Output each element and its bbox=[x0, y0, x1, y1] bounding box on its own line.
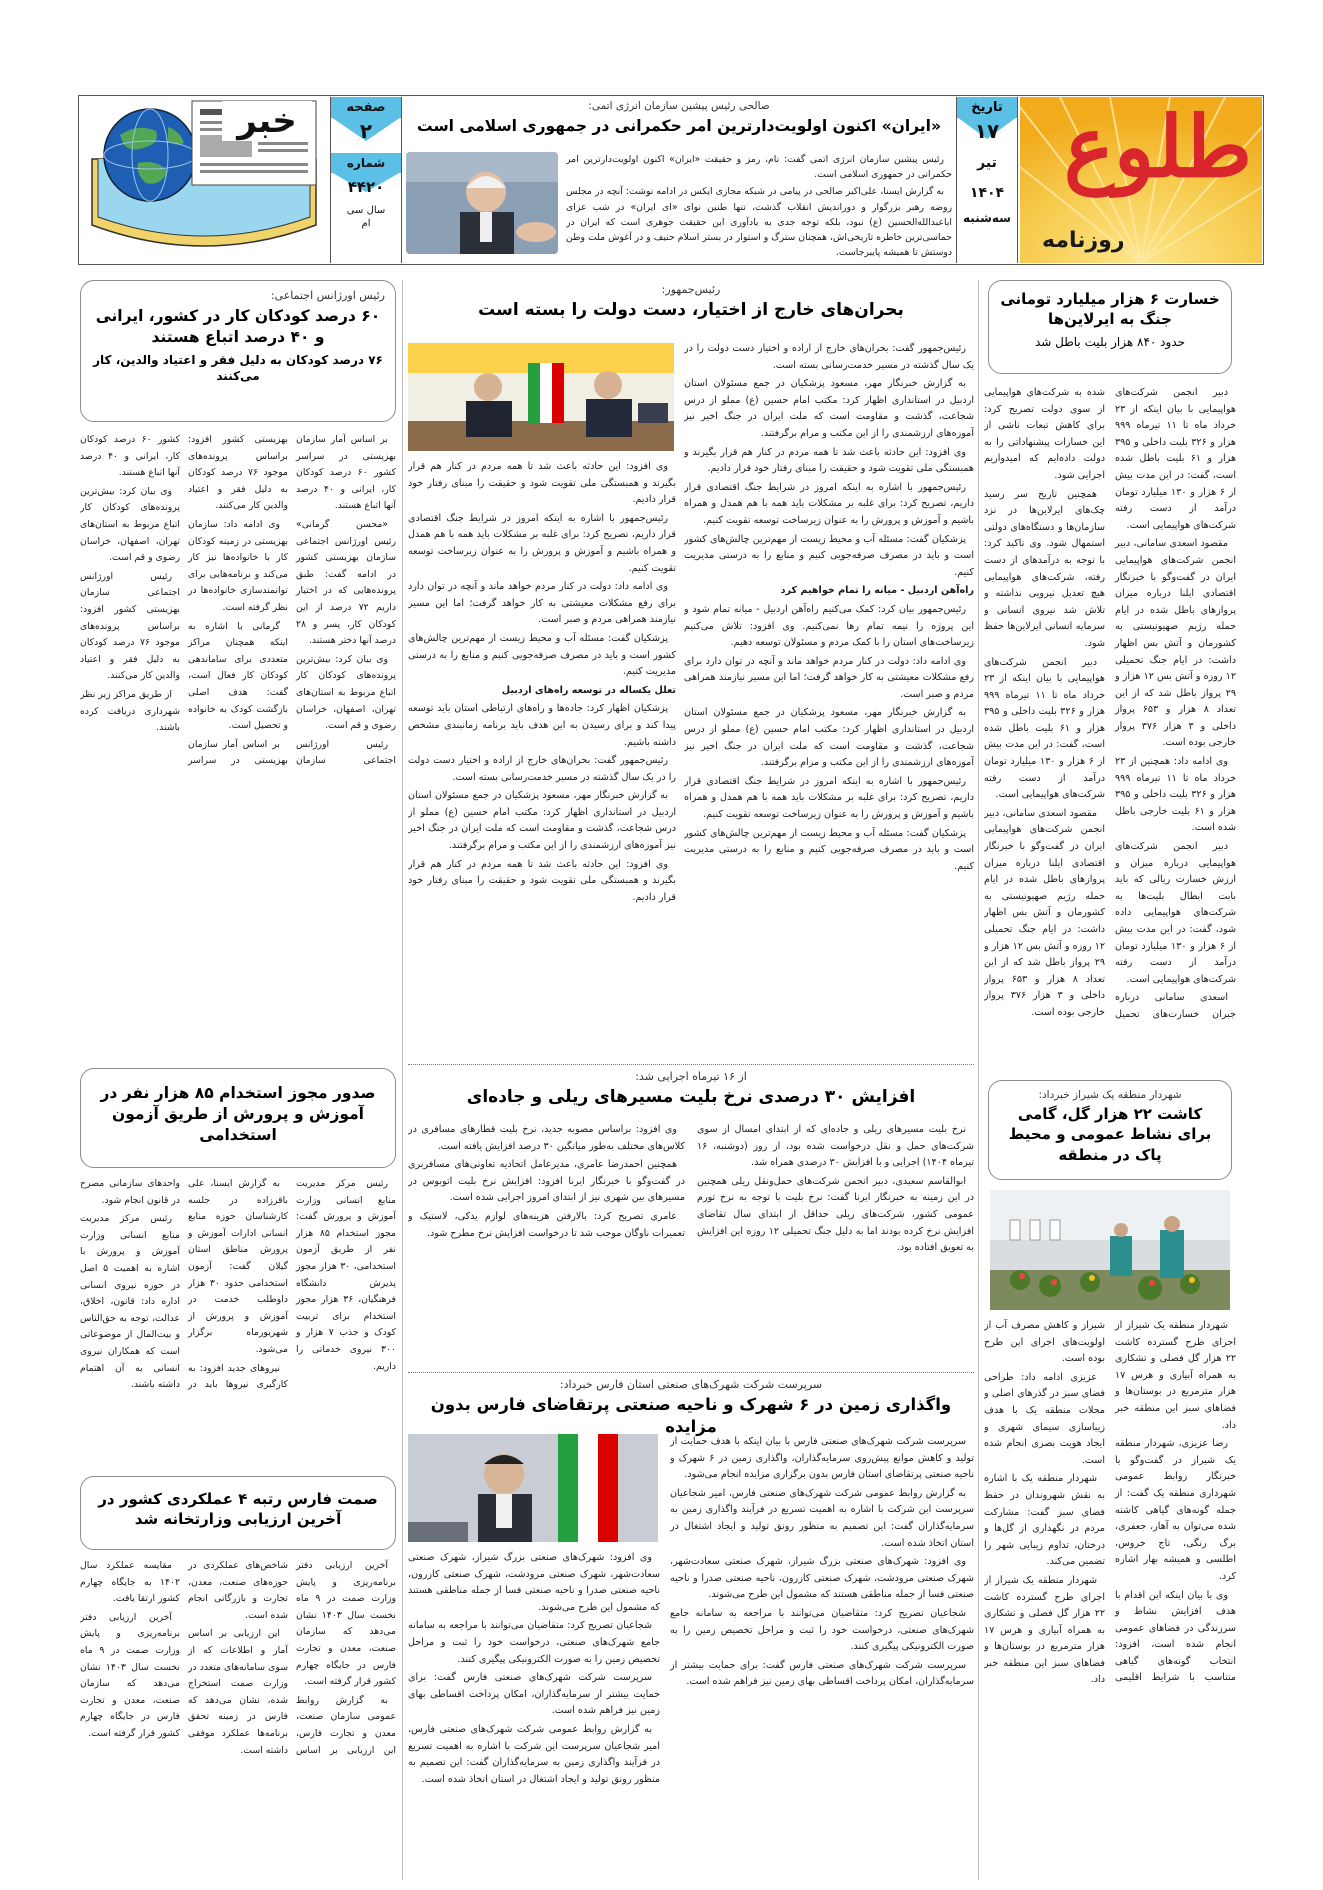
president-paragraph: وی ادامه داد: دولت در کنار مردم خواهد ماند و آنچه در توان دارد برای رفع مشکلات معیشتی به کار خواهد گرفت؛ اما این مسیر نیازمند همراهی مردم و صبر است. bbox=[684, 655, 974, 700]
date-label: تاریخ bbox=[957, 97, 1017, 118]
president-paragraph: پزشکیان گفت: مسئله آب و محیط زیست از مهم‌ترین چالش‌های کشور است و باید در مصرف صرفه‌جویی کنیم و منابع را به درستی مدیریت کنیم. bbox=[408, 632, 676, 678]
flowers-paragraph: شهردار منطقه یک شیراز از اجرای طرح گسترده کاشت ۲۲ هزار گل فصلی و تشکاری به همراه آبیاری و هرس ۱۷ هزار مترمربع در بوستان‌ها و فضاهای سبز این منطقه خبر داد. bbox=[984, 1574, 1105, 1686]
war-losses-paragraph: دبیر انجمن شرکت‌های هواپیمایی درباره میزان و ارزش خسارت ریالی که باید بابت ابطال بلیت‌ها به شرکت‌های هواپیمایی داده شود، گفت: در این مدت بیش از ۶ هزار و ۱۳۰ میلیارد تومان درآمد از دست رفته شرکت‌های هواپیمایی است. bbox=[1115, 841, 1236, 985]
top-story-kicker: صالحی رئیس پیشین سازمان انرژی اتمی: bbox=[588, 100, 770, 112]
flowers-kicker: شهردار منطقه یک شیراز خبرداد: bbox=[1038, 1089, 1182, 1101]
date-weekday: سه‌شنبه bbox=[963, 211, 1011, 225]
ticket-headline: افزایش ۳۰ درصدی نرخ بلیت مسیرهای ریلی و جاده‌ای bbox=[466, 1087, 916, 1107]
president-paragraph: پزشکیان اظهار کرد: جاده‌ها و راه‌های ارتباطی استان باید توسعه پیدا کند و برای رسیدن به این هدف باید برنامه زمانبندی مشخص داشته باشیم. bbox=[408, 703, 676, 748]
industrial-photo bbox=[408, 1434, 658, 1542]
ticket-body bbox=[408, 1122, 974, 1362]
child-labor-paragraph: رئیس اورژانس اجتماعی سازمان بهزیستی کشور افزود: براساس پرونده‌های موجود ۷۶ درصد کودکان به دلیل فقر و اعتیاد والدین کار می‌کنند. bbox=[188, 434, 396, 767]
industrial-paragraph: سرپرست شرکت شهرک‌های صنعتی فارس گفت: برای حمایت بیشتر از سرمایه‌گذاران، امکان پرداخت اقساطی بهای زمین نیز فراهم شده است. bbox=[408, 1672, 660, 1717]
president-paragraph: وی ادامه داد: دولت در کنار مردم خواهد ماند و آنچه در توان دارد برای رفع مشکلات معیشتی به کار خواهد گرفت؛ اما این مسیر نیازمند همراهی مردم و صبر است. bbox=[408, 581, 676, 626]
flowers-paragraph: شهردار منطقه یک شیراز از اجرای طرح گسترده کاشت ۲۲ هزار گل فصلی و تشکاری به همراه آبیاری و هرس ۱۷ هزار مترمربع در بوستان‌ها و فضاهای سبز این منطقه خبر داد. bbox=[1115, 1320, 1236, 1431]
president-photo bbox=[408, 343, 674, 451]
ticket-paragraph: ابوالقاسم سعیدی، دبیر انجمن شرکت‌های حمل‌ونقل ریلی همچنین در این زمینه به خبرنگار ایرنا گفت: نرخ بلیت با توجه به نرخ تورم عمومی کشور، شرکت‌های ریلی حداقل از ابتدای سال تقاضای افزایش نرخ کرده بودند اما به دلیل جنگ تحمیلی ۱۲ روزه این افزایش به تعویق افتاده بود. bbox=[697, 1175, 974, 1254]
ticket-paragraph: همچنین احمدرضا عامری، مدیرعامل اتحادیه تعاونی‌های مسافربری در گفت‌وگو با خبرنگار ایرنا افزود: افزایش نرخ بلیت اتوبوس در مسیرهای بین شهری نیز از ابتدای امروز اجرایی شده است. bbox=[408, 1159, 685, 1204]
president-paragraph: وی افزود: این حادثه باعث شد تا همه مردم در کنار هم قرار بگیرند و همبستگی ملی تقویت شود و حقیقت را مبنای رفتار خود قرار دادیم. bbox=[408, 461, 676, 506]
divider bbox=[408, 1064, 974, 1065]
flowers-photo bbox=[990, 1190, 1230, 1310]
page-issue-column bbox=[330, 97, 402, 263]
child-labor-paragraph: گرمانی با اشاره به اینکه همچنان مراکز متعددی برای ساماندهی کودکان کار فعال است، گفت: هدف اصلی بازگشت کودک به خانواده و تحصیل است. bbox=[188, 620, 288, 732]
president-paragraph: رئیس‌جمهور گفت: بحران‌های خارج از اراده و اختیار دست دولت را در یک سال گذشته در مسیر خدمت‌رسانی بسته است. bbox=[684, 343, 974, 371]
column-divider bbox=[402, 280, 403, 1880]
hiring-headline: صدور مجوز استخدام ۸۵ هزار نفر در آموزش و پرورش از طریق آزمون استخدامی bbox=[100, 1084, 376, 1144]
industrial-paragraph: وی افزود: شهرک‌های صنعتی بزرگ شیراز، شهرک صنعتی سعادت‌شهر، شهرک صنعتی مرودشت، شهرک صنعتی کازرون، ناحیه صنعتی صدرا و ناحیه صنعتی فسا از جمله مناطقی هستند که مشمول این طرح می‌شوند. bbox=[670, 1556, 974, 1601]
flowers-headline: کاشت ۲۲ هزار گل، گامی برای نشاط عمومی و محیط پاک در منطقه bbox=[1008, 1105, 1212, 1164]
industrial-story bbox=[408, 1378, 974, 1878]
child-labor-headline: ۶۰ درصد کودکان کار در کشور، ایرانی و ۴۰ درصد اتباع هستند bbox=[95, 307, 381, 346]
president-paragraph: رئیس‌جمهور بیان کرد: کمک می‌کنیم راه‌آهن اردبیل - میانه تمام شود و این پروژه را نیمه تمام رها نمی‌کنیم. وی افزود: تلاش می‌کنیم زیرساخت‌های استان را با کمک مردم و مسئولان توسعه دهیم. bbox=[684, 603, 974, 649]
war-losses-box bbox=[988, 280, 1232, 374]
war-losses-paragraph: دبیر انجمن شرکت‌های هواپیمایی با بیان اینکه از ۲۳ خرداد ماه تا ۱۱ تیرماه ۹۹۹ هزار و ۳۲۶ بلیت داخلی و ۳۹۵ هزار و ۶۱ بلیت باطل شده است، گفت: در این مدت بیش از ۶ هزار و ۱۳۰ میلیارد تومان درآمد از دست رفته شرکت‌های هواپیمایی است. bbox=[984, 656, 1106, 801]
flowers-box bbox=[988, 1080, 1232, 1180]
child-labor-kicker: رئیس اورژانس اجتماعی: bbox=[270, 289, 385, 302]
war-losses-paragraph: مقصود اسعدی سامانی، دبیر انجمن شرکت‌های هواپیمایی ایران در گفت‌وگو با خبرنگار اقتصادی ایلنا درباره میزان پروازهای باطل شده در ایام حمله رژیم صهیونیستی به کشورمان و آتش بس اظهار داشت: در ایام جنگ تحمیلی ۱۲ روزه و آتش بس ۱۲ هزار و ۲۹ پرواز باطل شد که از این تعداد ۸ هزار و ۶۵۳ پرواز داخلی و ۳ هزار ۳۷۶ پرواز خارجی بوده است. bbox=[1115, 538, 1236, 749]
war-losses-paragraph: اسعدی سامانی درباره جبران خسارت‌های تحمیل شده به شرکت‌های هواپیمایی از سوی دولت تصریح کرد: برای کاهش تبعات ناشی از این خسارات پیشنهاداتی را به دولت داده‌ایم که امیدواریم اجرایی شود. bbox=[984, 387, 1236, 1020]
top-story bbox=[406, 100, 952, 260]
president-subhead: تعلل یکساله در توسعه راه‌های اردبیل bbox=[501, 684, 676, 696]
child-labor-paragraph: «محسن گرمانی» رئیس اورژانس اجتماعی سازمان بهزیستی کشور در ادامه گفت: طبق پرونده‌هایی که در اختیار داریم ۷۲ درصد از این کودکان کار، پسر و ۲۸ درصد آنها دختر هستند. bbox=[296, 518, 396, 647]
samt-headline: صمت فارس رتبه ۴ عملکردی کشور در آخرین ارزیابی وزارتخانه شد bbox=[98, 1490, 378, 1529]
child-labor-paragraph: وی بیان کرد: بیش‌ترین پرونده‌های کودکان کار اتباع مربوط به استان‌های تهران، اصفهان، خراسان رضوی و قم است. bbox=[296, 653, 396, 732]
flowers-paragraph: رضا عزیزی، شهردار منطقه یک شیراز در گفت‌وگو با خبرنگار روابط عمومی شهرداری منطقه یک گفت: از جمله گونه‌های گیاهی کاشته شده می‌توان به آهار، جعفری، برگ رنگی، تاج خروس، اطلسی و همیشه بهار اشاره کرد. bbox=[1115, 1438, 1236, 1582]
war-losses-paragraph: وی ادامه داد: همچنین از ۲۳ خرداد ماه تا ۱۱ تیرماه ۹۹۹ هزار و ۳۲۶ بلیت داخلی و ۳۹۵ هزار و ۶۱ بلیت خارجی باطل شده است. bbox=[1115, 756, 1236, 834]
top-story-body bbox=[566, 152, 952, 258]
divider bbox=[408, 1372, 974, 1373]
industrial-paragraph: سرپرست شرکت شهرک‌های صنعتی فارس گفت: برای حمایت بیشتر از سرمایه‌گذاران، امکان پرداخت اقساطی بهای زمین نیز فراهم شده است. bbox=[670, 1659, 974, 1688]
president-paragraph: پزشکیان گفت: مسئله آب و محیط زیست از مهم‌ترین چالش‌های کشور است و باید در مصرف صرفه‌جویی کنیم و منابع را به درستی مدیریت کنیم. bbox=[684, 827, 974, 872]
logo-text: طلوع bbox=[1063, 97, 1252, 196]
section-title: خبر bbox=[222, 101, 312, 141]
ticket-paragraph: وی افزود: براساس مصوبه جدید، نرخ بلیت قطارهای مسافری در کلاس‌های مختلف به‌طور میانگین ۳۰ درصد افزایش یافته است. bbox=[408, 1124, 685, 1152]
war-losses-body bbox=[984, 385, 1236, 1095]
president-paragraph: به گزارش خبرنگار مهر، مسعود پزشکیان در جمع مسئولان استان اردبیل در استانداری اظهار کرد: مکتب امام حسین (ع) مملو از درس شجاعت، گذشت و مقاومت است که ملت ایران در جنگ اخیر نیز آموزه‌های ارزشمندی را از این مکتب و مرام برگرفتند. bbox=[684, 378, 974, 439]
president-headline: بحران‌های خارج از اختیار، دست دولت را بسته است bbox=[478, 300, 904, 320]
page-label: صفحه bbox=[331, 97, 401, 118]
samt-paragraph: به گزارش روابط عمومی سازمان صنعت، معدن و تجارت فارس، این ارزیابی بر اساس شاخص‌های عملکردی در حوزه‌های صنعت، معدن، تجارت و بازرگانی انجام شده است. bbox=[188, 1560, 396, 1756]
president-paragraph: رئیس‌جمهور گفت: بحران‌های خارج از اراده و اختیار دست دولت را در یک سال گذشته در مسیر خدمت‌رسانی بسته است. bbox=[408, 755, 676, 783]
war-losses-sub: حدود ۸۴۰ هزار بلیت باطل شد bbox=[1034, 334, 1186, 349]
ticket-paragraph: نرخ بلیت مسیرهای ریلی و جاده‌ای که از ابتدای امسال از سوی شرکت‌های حمل و نقل درخواست شده بود، از روز (دوشنبه، ۱۶ تیرماه ۱۴۰۴) اجرایی و با افزایش ۳۰ درصدی همراه شد. bbox=[697, 1124, 974, 1169]
child-labor-paragraph: از طریق مراکز زیر نظر شهرداری دریافت کرده باشند. bbox=[80, 688, 180, 734]
top-story-photo bbox=[406, 152, 558, 254]
industrial-headline: واگذاری زمین در ۶ شهرک و ناحیه صنعتی پرتقاضای فارس بدون مزایده bbox=[430, 1395, 952, 1437]
date-column bbox=[956, 97, 1018, 263]
logo-subtitle: روزنامه bbox=[1042, 228, 1125, 253]
war-losses-headline: خسارت ۶ هزار میلیارد تومانی جنگ به ایرلاین‌ها bbox=[1000, 290, 1220, 329]
top-story-paragraph: به گزارش ایسنا، علی‌اکبر صالحی در پیامی در شبکه مجازی ایکس در ادامه نوشت: آنچه در مجلس روضه رهبر بزرگوار و دوراندیش انقلاب گذشت، تنها طنین نوای «ای ایران» در شب عزای اباعبدالله‌الحسین (ع) نبود، بلکه توجه جدی به یادآوری این حقیقت جوهری است که ایران در حماسی‌ترین خاطره تاریخی‌اش، همچنان سترگ و استوار در بستر اسلام حنیف و در آغوش ملت وطن دوستش تا همیشه پایبرجاست. bbox=[566, 186, 952, 258]
war-losses-paragraph: دبیر انجمن شرکت‌های هواپیمایی با بیان اینکه از ۲۳ خرداد ماه تا ۱۱ تیرماه ۹۹۹ هزار و ۳۲۶ بلیت داخلی و ۳۹۵ هزار و ۶۱ بلیت باطل شده است، گفت: در این مدت بیش از ۶ هزار و ۱۳۰ میلیارد تومان درآمد از دست رفته شرکت‌های هواپیمایی است. bbox=[1115, 387, 1236, 531]
war-losses-paragraph: همچنین تاریخ سر رسید چک‌های ایرلاین‌ها در نزد سازمان‌ها و دستگاه‌های دولتی استمهال شود. وی تاکید کرد: با توجه به درآمدهای از دست رفته، شرکت‌های هواپیمایی هیچ تعدیل نیرویی نداشته و تلاش شد نیروی انسانی و سرمایه انسانی ایرلاین‌ها حفظ شود. bbox=[984, 488, 1105, 649]
president-subhead: راه‌آهن اردبیل - میانه را تمام خواهیم کرد bbox=[780, 585, 974, 597]
flowers-body bbox=[984, 1318, 1236, 1878]
flowers-paragraph: عزیزی ادامه داد: طراحی فضای سبز در گذرهای اصلی و محلات منطقه یک با هدف زیباسازی سیمای شهری و ایجاد هویت بصری انجام شده است. bbox=[984, 1371, 1105, 1466]
president-paragraph: رئیس‌جمهور با اشاره به اینکه امروز در شرایط جنگ اقتصادی قرار داریم، تصریح کرد: برای غلبه بر مشکلات باید همه با هم همدل و همراه باشیم و آموزش و پرورش را به عنوان زیرساخت توسعه تقویت کنیم. bbox=[684, 775, 974, 821]
child-labor-box bbox=[80, 280, 396, 422]
child-labor-sub: ۷۶ درصد کودکان به دلیل فقر و اعتیاد والدین، کار می‌کنند bbox=[93, 352, 383, 384]
president-paragraph: وی افزود: این حادثه باعث شد تا همه مردم در کنار هم قرار بگیرند و همبستگی ملی تقویت شود و حقیقت را مبنای رفتار خود قرار دادیم. bbox=[684, 446, 974, 475]
industrial-kicker: سرپرست شرکت شهرک‌های صنعتی استان فارس خبرداد: bbox=[559, 1378, 823, 1391]
hiring-paragraph: به گزارش ایسنا، علی باقرزاده در جلسه کارشناسان حوزه منابع انسانی ادارات آموزش و پرورش مناطق استان گیلان گفت: آزمون استخدامی حدود ۳۰ هزار داوطلب خدمت در آموزش و پرورش از شهریورماه برگزار می‌شود. bbox=[188, 1178, 288, 1355]
samt-paragraph: مقایسه عملکرد سال ۱۴۰۲ به جایگاه چهارم کشور ارتقا یافت. bbox=[80, 1560, 180, 1605]
industrial-body-right bbox=[670, 1434, 974, 1878]
child-labor-paragraph: رئیس اورژانس اجتماعی سازمان بهزیستی کشور افزود: براساس پرونده‌های موجود ۷۶ درصد کودکان به دلیل فقر و اعتیاد والدین کار می‌کنند. bbox=[80, 570, 180, 682]
industrial-paragraph: سرپرست شرکت شهرک‌های صنعتی فارس با بیان اینکه با هدف حمایت از تولید و کاهش موانع پیش‌روی سرمایه‌گذاران، واگذاری زمین در ۶ شهرک و ناحیه صنعتی پرتقاضای استان فارس بدون برگزاری مزایده انجام می‌شود. bbox=[670, 1436, 974, 1481]
date-year: ۱۴۰۴ bbox=[969, 185, 1005, 201]
date-month: تیر bbox=[977, 155, 997, 171]
hiring-box bbox=[80, 1068, 396, 1168]
child-labor-paragraph: وی ادامه داد: سازمان بهزیستی در زمینه کودکان کار با خانواده‌ها نیز کار می‌کند و برنامه‌هایی برای توانمندسازی خانواده‌ها در نظر گرفته است. bbox=[188, 518, 288, 613]
president-paragraph: به گزارش خبرنگار مهر، مسعود پزشکیان در جمع مسئولان استان اردبیل در استانداری اظهار کرد: مکتب امام حسین (ع) مملو از درس شجاعت، گذشت و مقاومت است که ملت ایران در جنگ اخیر نیز آموزه‌های ارزشمندی را از این مکتب و مرام برگرفتند. bbox=[684, 707, 974, 769]
hiring-paragraph: رئیس مرکز مدیریت منابع انسانی وزارت آموزش و پرورش با اشاره به اهمیت ۵ اصل در حوزه نیروی انسانی اداره داد: قانون، اخلاق، عدالت، توجه به حق‌الناس و بیت‌المال از موضوعاتی است که همکاران نیروی انسانی به آن اهتمام داشته باشند. bbox=[80, 1213, 180, 1391]
samt-paragraph: این ارزیابی بر اساس آمار و اطلاعات که از سوی سامانه‌های متعدد در وزارت صمت استخراج شده، نشان می‌دهد که فارس در زمینه تحقق برنامه‌ها عملکرد موفقی داشته است. bbox=[188, 1628, 288, 1756]
flowers-paragraph: شهردار منطقه یک با اشاره به نقش شهروندان در حفظ فضای سبز گفت: مشارکت مردم در نگهداری از گل‌ها و درختان، تداوم زیبایی شهر را تضمین می‌کند. bbox=[984, 1473, 1105, 1568]
samt-box bbox=[80, 1476, 396, 1550]
child-labor-paragraph: بر اساس آمار سازمان بهزیستی در سراسر کشور ۶۰ درصد کودکان کار، ایرانی و ۴۰ درصد آنها اتباع هستند. bbox=[80, 434, 288, 767]
logo-block bbox=[1020, 97, 1262, 263]
president-body-left bbox=[408, 459, 676, 1055]
issue-number: ۴۴۲۰ bbox=[347, 178, 385, 196]
child-labor-paragraph: بر اساس آمار سازمان بهزیستی در سراسر کشور ۶۰ درصد کودکان کار، ایرانی و ۴۰ درصد آنها اتباع هستند. bbox=[296, 434, 396, 512]
volume-label: سال سی ام bbox=[346, 205, 386, 229]
samt-body bbox=[80, 1558, 396, 1880]
industrial-paragraph: شجاعیان تصریح کرد: متقاضیان می‌توانند با مراجعه به سامانه جامع شهرک‌های صنعتی، درخواست خود را ثبت و مراحل تخصیص زمین را به صورت الکترونیکی پیگیری کنند. bbox=[408, 1620, 660, 1665]
president-paragraph: وی افزود: این حادثه باعث شد تا همه مردم در کنار هم قرار بگیرند و همبستگی ملی تقویت شود و حقیقت را مبنای رفتار خود قرار دادیم. bbox=[408, 858, 676, 903]
samt-paragraph: آخرین ارزیابی دفتر برنامه‌ریزی و پایش وزارت صمت در ۹ ماه نخست سال ۱۴۰۳ نشان می‌دهد که سازمان صنعت، معدن و تجارت فارس در جایگاه چهارم کشور قرار گرفته است. bbox=[80, 1611, 181, 1739]
samt-paragraph: آخرین ارزیابی دفتر برنامه‌ریزی و پایش وزارت صمت در ۹ ماه نخست سال ۱۴۰۳ نشان می‌دهد که سازمان صنعت، معدن و تجارت فارس در جایگاه چهارم کشور قرار گرفته است. bbox=[296, 1560, 396, 1688]
column-divider bbox=[978, 280, 979, 1880]
hiring-body bbox=[80, 1176, 396, 1468]
president-kicker: رئیس‌جمهور: bbox=[661, 283, 721, 296]
industrial-body-left bbox=[408, 1550, 660, 1878]
page-number: ۲ bbox=[359, 119, 373, 143]
section-badge bbox=[80, 97, 328, 263]
industrial-paragraph: شجاعیان تصریح کرد: متقاضیان می‌توانند با مراجعه به سامانه جامع شهرک‌های صنعتی، درخواست خود را ثبت و مراحل تخصیص زمین را به صورت الکترونیکی پیگیری کنند. bbox=[670, 1607, 974, 1653]
top-story-headline: «ایران» اکنون اولویت‌دارترین امر حکمرانی در جمهوری اسلامی است bbox=[417, 117, 941, 135]
child-labor-body bbox=[80, 432, 396, 1058]
president-story bbox=[408, 283, 974, 1053]
ticket-kicker: از ۱۶ تیرماه اجرایی شد: bbox=[635, 1070, 747, 1083]
president-paragraph: پزشکیان گفت: مسئله آب و محیط زیست از مهم‌ترین چالش‌های کشور است و باید در مصرف صرفه‌جویی کنیم و منابع را به درستی مدیریت کنیم. bbox=[684, 533, 974, 578]
industrial-paragraph: به گزارش روابط عمومی شرکت شهرک‌های صنعتی فارس، امیر شجاعیان سرپرست این شرکت با اشاره به اهمیت تسریع در فرآیند واگذاری زمین به سرمایه‌گذاران گفت: این تصمیم به منظور رونق تولید و ایجاد اشتغال در استان اتخاذ شده است. bbox=[670, 1487, 974, 1549]
ticket-paragraph: عامری تصریح کرد: بالارفتن هزینه‌های لوازم یدکی، لاستیک و تعمیرات ناوگان موجب شد تا درخواست افزایش نرخ مطرح شود. bbox=[408, 1210, 685, 1239]
child-labor-paragraph: وی بیان کرد: بیش‌ترین پرونده‌های کودکان کار اتباع مربوط به استان‌های تهران، اصفهان، خراسان رضوی و قم است. bbox=[80, 485, 180, 564]
issue-label: شماره bbox=[331, 153, 401, 173]
hiring-paragraph: نیروهای جدید افزود: به کارگیری نیروها باید در واحدهای سازمانی مصرح در قانون انجام شود. bbox=[80, 1178, 288, 1391]
president-body-right bbox=[684, 341, 974, 1055]
industrial-paragraph: وی افزود: شهرک‌های صنعتی بزرگ شیراز، شهرک صنعتی سعادت‌شهر، شهرک صنعتی مرودشت، شهرک صنعتی کازرون، ناحیه صنعتی صدرا و ناحیه صنعتی فسا از جمله مناطقی هستند که مشمول این طرح می‌شوند. bbox=[408, 1552, 660, 1613]
ticket-story bbox=[408, 1070, 974, 1370]
president-paragraph: رئیس‌جمهور با اشاره به اینکه امروز در شرایط جنگ اقتصادی قرار داریم، تصریح کرد: برای غلبه بر مشکلات باید همه با هم همدل و همراه باشیم و آموزش و پرورش را به عنوان زیرساخت توسعه تقویت کنیم. bbox=[408, 512, 676, 574]
president-paragraph: به گزارش خبرنگار مهر، مسعود پزشکیان در جمع مسئولان استان اردبیل در استانداری اظهار کرد: مکتب امام حسین (ع) مملو از درس شجاعت، گذشت و مقاومت است که ملت ایران در جنگ اخیر نیز آموزه‌های ارزشمندی را از این مکتب و مرام برگرفتند. bbox=[408, 790, 676, 852]
war-losses-paragraph: مقصود اسعدی سامانی، دبیر انجمن شرکت‌های هواپیمایی ایران در گفت‌وگو با خبرنگار اقتصادی ایلنا درباره میزان پروازهای باطل شده در ایام حمله رژیم صهیونیستی به کشورمان و آتش بس اظهار داشت: در ایام جنگ تحمیلی ۱۲ روزه و آتش بس ۱۲ هزار و ۲۹ پرواز باطل شد که از این تعداد ۸ هزار و ۶۵۳ پرواز داخلی و ۳ هزار ۳۷۶ پرواز خارجی بوده است. bbox=[984, 807, 1106, 1018]
date-day: ۱۷ bbox=[974, 119, 1000, 143]
flowers-paragraph: وی با بیان اینکه این اقدام با هدف افزایش نشاط و سرزندگی در فضاهای عمومی انجام شده است، افزود: انتخاب گونه‌های گیاهی متناسب با شرایط اقلیمی شیراز و کاهش مصرف آب از اولویت‌های اجرای این طرح بوده است. bbox=[984, 1320, 1236, 1684]
top-story-paragraph: رئیس پیشین سازمان انرژی اتمی گفت: نام، رمز و حقیقت «ایران» اکنون اولویت‌دارترین امر حکمرانی در جمهوری اسلامی است. bbox=[566, 154, 952, 181]
president-paragraph: رئیس‌جمهور با اشاره به اینکه امروز در شرایط جنگ اقتصادی قرار داریم، تصریح کرد: برای غلبه بر مشکلات باید همه با هم همدل و همراه باشیم و آموزش و پرورش را به عنوان زیرساخت توسعه تقویت کنیم. bbox=[684, 481, 974, 526]
industrial-paragraph: به گزارش روابط عمومی شرکت شهرک‌های صنعتی فارس، امیر شجاعیان سرپرست این شرکت با اشاره به اهمیت تسریع در فرآیند واگذاری زمین به سرمایه‌گذاران گفت: این تصمیم به منظور رونق تولید و ایجاد اشتغال در استان اتخاذ شده است. bbox=[408, 1723, 660, 1785]
hiring-paragraph: رئیس مرکز مدیریت منابع انسانی وزارت آموزش و پرورش گفت: مجوز استخدام ۸۵ هزار نفر از طریق آزمون استخدامی، ۳۰ هزار مجوز پذیرش دانشگاه فرهنگیان، ۳۶ هزار مجوز استخدام برای تربیت کودک و جذب ۷ هزار و ۳۰۰ نیروی خدماتی را داریم. bbox=[296, 1178, 396, 1372]
